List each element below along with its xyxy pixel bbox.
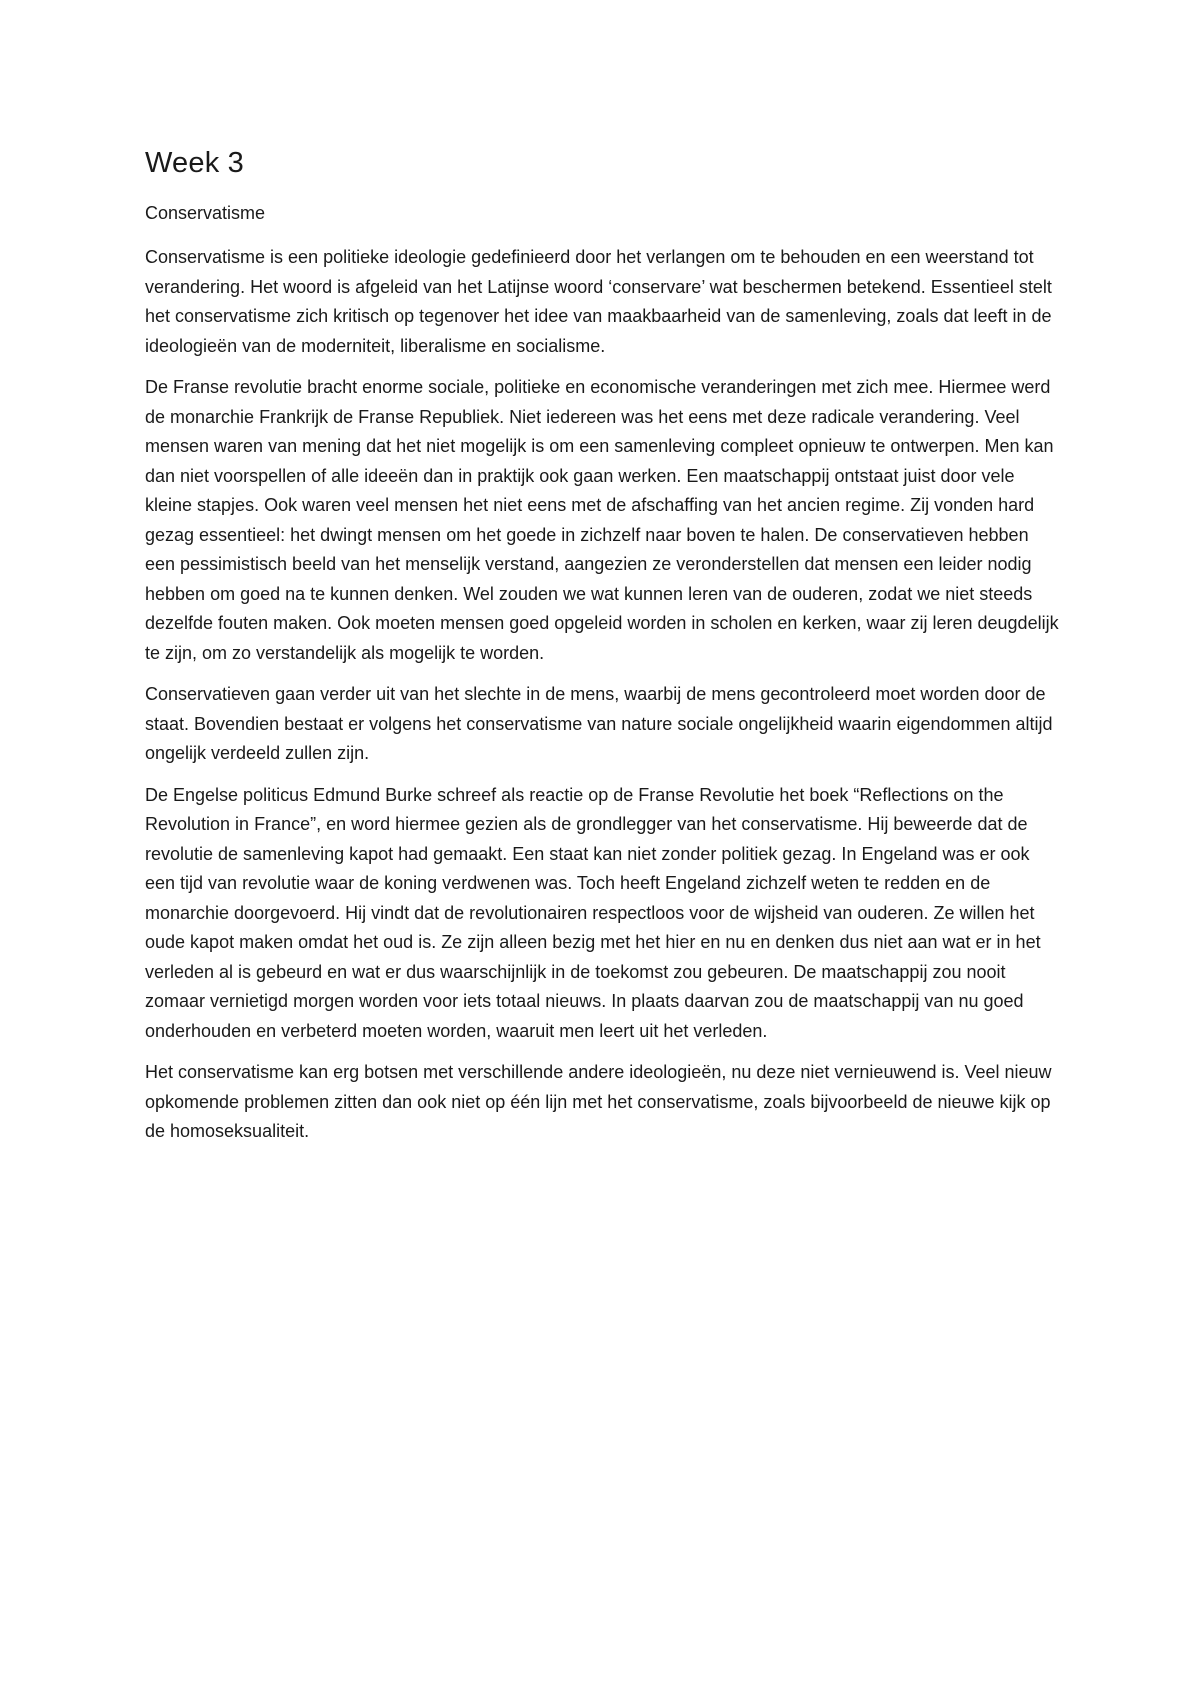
document-title: Week 3 <box>145 147 244 179</box>
paragraph-edmund-burke: De Engelse politicus Edmund Burke schreef als reactie op de Franse Revolutie het boek “Reflections on the Revolution in France”, en word hiermee gezien als de grondlegger van het conservatisme. Hij beweerde dat de revolutie de samenleving kapot had gemaakt. Een staat kan niet zonder politiek gezag. In Engeland was er ook een tijd van revolutie waar de koning verdwenen was. Toch heeft Engeland zichzelf weten te redden en de monarchie doorgevoerd. Hij vindt dat de revolutionairen respectloos voor de wijsheid van ouderen. Ze willen het oude kapot maken omdat het oud is. Ze zijn alleen bezig met het hier en nu en denken dus niet aan wat er in het verleden al is gebeurd en wat er dus waarschijnlijk in de toekomst zou gebeuren. De maatschappij zou nooit zomaar vernietigd morgen worden voor iets totaal nieuws. In plaats daarvan zou de maatschappij van nu goed onderhouden en verbeterd moeten worden, waaruit men leert uit het verleden. <box>145 784 1041 1041</box>
paragraph-french-revolution: De Franse revolutie bracht enorme sociale, politieke en economische veranderingen met zich mee. Hiermee werd de monarchie Frankrijk de Franse Republiek. Niet iedereen was het eens met deze radicale verandering. Veel mensen waren van mening dat het niet mogelijk is om een samenleving compleet opnieuw te ontwerpen. Men kan dan niet voorspellen of alle ideeën dan in praktijk ook gaan werken. Een maatschappij ontstaat juist door vele kleine stapjes. Ook waren veel mensen het niet eens met de afschaffing van het ancien regime. Zij vonden hard gezag essentieel: het dwingt mensen om het goede in zichzelf naar boven te halen. De conservatieven hebben een pessimistisch beeld van het menselijk verstand, aangezien ze veronderstellen dat mensen een leider nodig hebben om goed na te kunnen denken. Wel zouden we wat kunnen leren van de ouderen, zodat we niet steeds dezelfde fouten maken. Ook moeten mensen goed opgeleid worden in scholen en kerken, waar zij leren deugdelijk te zijn, om zo verstandelijk als mogelijk te worden. <box>145 377 1059 663</box>
paragraph-human-nature: Conservatieven gaan verder uit van het slechte in de mens, waarbij de mens gecontroleerd moet worden door de staat. Bovendien bestaat er volgens het conservatisme van nature sociale ongelijkheid waarin eigendommen altijd ongelijk verdeeld zullen zijn. <box>145 684 1053 764</box>
paragraph-definition: Conservatisme is een politieke ideologie gedefinieerd door het verlangen om te behouden en een weerstand tot verandering. Het woord is afgeleid van het Latijnse woord ‘conservare’ wat beschermen betekend. Essentieel stelt het conservatisme zich kritisch op tegenover het idee van maakbaarheid van de samenleving, zoals dat leeft in de ideologieën van de moderniteit, liberalisme en socialisme. <box>145 247 1052 356</box>
document-body <box>145 146 1060 1159</box>
section-heading: Conservatisme <box>145 202 266 223</box>
paragraph-conflicts: Het conservatisme kan erg botsen met verschillende andere ideologieën, nu deze niet vernieuwend is. Veel nieuw opkomende problemen zitten dan ook niet op één lijn met het conservatisme, zoals bijvoorbeeld de nieuwe kijk op de homoseksualiteit. <box>145 1062 1052 1142</box>
